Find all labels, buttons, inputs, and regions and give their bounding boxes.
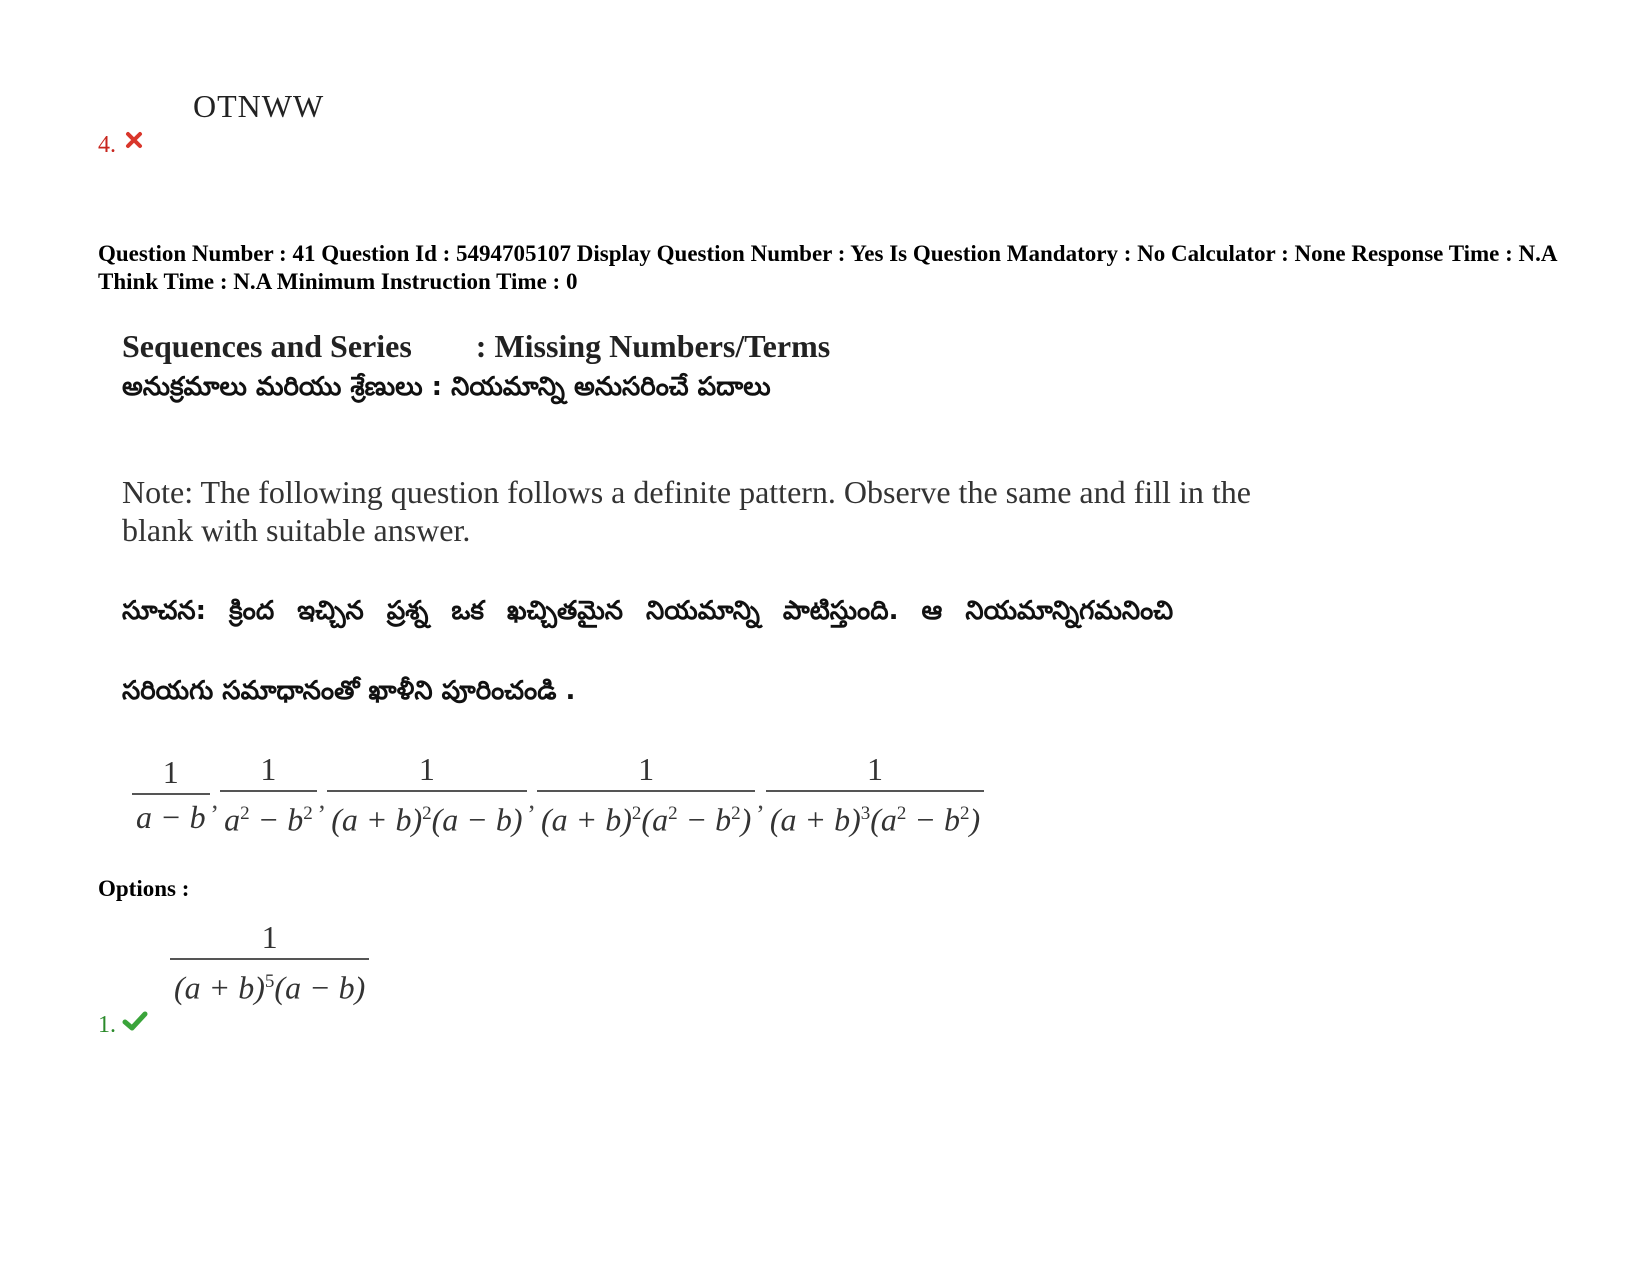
question-meta: Question Number : 41 Question Id : 5494705107 Display Question Number : Yes Is Question Mandatory : No Calculator : None Response Time : N.A Think Time : N.A Minimum Instruction Time : 0	[98, 241, 1557, 294]
question-title-english: Sequences and Series : Missing Numbers/Terms	[122, 328, 831, 364]
separator: ,	[211, 784, 219, 814]
separator: ,	[528, 784, 535, 814]
question-note-telugu-line1: సూచన: క్రింద ఇచ్చిన ప్రశ్న ఒక ఖచ్చితమైన నియమాన్ని పాటిస్తుంది. ఆ నియమాన్నిగమనించి	[122, 596, 1174, 626]
sequence-term-2: $\frac{1}{a^2 - b^2}$	[220, 752, 317, 838]
sequence-expression	[130, 752, 986, 838]
option-1-number: 1.	[98, 1012, 116, 1038]
options-label: Options :	[98, 876, 190, 901]
sequence-term-4: $\frac{1}{(a + b)^2(a^2 - b^2)}$	[537, 752, 755, 838]
cross-icon	[124, 130, 144, 150]
previous-option-number: 4.	[98, 132, 116, 158]
sequence-term-3: $\frac{1}{(a + b)^2(a - b)}$	[327, 752, 526, 838]
question-title-telugu: అనుక్రమాలు మరియు శ్రేణులు : నియమాన్ని అనుసరించే పదాలు	[122, 372, 771, 402]
sequence-term-5: $\frac{1}{(a + b)^3(a^2 - b^2)}$	[766, 752, 984, 838]
previous-option-text: OTNWW	[193, 88, 325, 124]
question-note-telugu-line2: సరియగు సమాధానంతో ఖాళీని పూరించండి .	[122, 676, 576, 706]
question-body	[122, 328, 1322, 706]
check-icon	[122, 1010, 148, 1032]
separator: ,	[757, 784, 764, 814]
sequence-term-1: $\frac{1}{a - b}$	[132, 755, 210, 835]
option-1-expression: $\frac{1}{(a + b)^5(a - b)}$	[168, 920, 371, 1006]
separator: ,	[318, 784, 326, 814]
question-note-english: Note: The following question follows a definite pattern. Observe the same and fill in the blank with suitable answer.	[122, 474, 1251, 548]
